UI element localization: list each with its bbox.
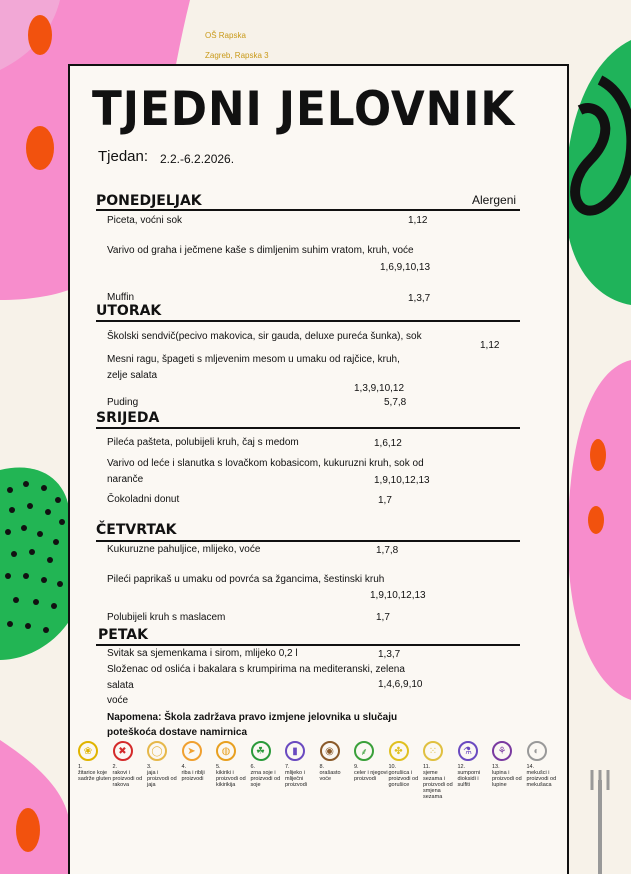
nut-icon: ◉ xyxy=(320,741,340,761)
menu-item: Svitak sa sjemenkama i sirom, mlijeko 0,2 l xyxy=(107,648,298,659)
day-heading-monday: PONEDJELJAK xyxy=(96,193,202,209)
allergen-codes: 1,7 xyxy=(378,495,392,506)
menu-item: Muffin xyxy=(107,292,135,303)
allergen-number: 13. xyxy=(492,764,500,770)
allergen-legend-item xyxy=(216,741,250,788)
day-heading-tuesday: UTORAK xyxy=(96,303,162,319)
allergen-number: 6. xyxy=(250,764,256,770)
allergen-legend-label xyxy=(389,764,423,788)
divider xyxy=(96,209,520,211)
allergen-legend-label xyxy=(113,764,147,788)
menu-item: Složenac od oslića i bakalara s krumpirima na mediteranski, zelena salata xyxy=(107,664,405,691)
allergen-legend-item xyxy=(251,741,285,788)
allergen-name: rakovi i proizvodi od rakova xyxy=(112,770,143,788)
sulfite-icon: ⚗ xyxy=(458,741,478,761)
allergen-legend-item xyxy=(78,741,112,782)
menu-item: Pileći paprikaš u umaku od povrća sa žgancima, šestinski kruh xyxy=(107,574,385,585)
allergen-legend-label xyxy=(147,764,181,788)
menu-change-note: Napomena: Škola zadržava pravo izmjene jelovnika u slučaju poteškoća dostave namirnica xyxy=(107,712,398,738)
allergen-name: mekušci i proizvodi od mekušaca xyxy=(526,770,557,788)
allergen-name: jaja i proizvodi od jaja xyxy=(147,770,177,788)
wheat-icon: ❀ xyxy=(78,741,98,761)
menu-item: Polubijeli kruh s maslacem xyxy=(107,612,226,623)
allergen-legend-label xyxy=(423,764,457,800)
week-label: Tjedan: xyxy=(98,148,149,165)
allergens-heading: Alergeni xyxy=(472,193,517,207)
allergen-name: riba i riblji proizvodi xyxy=(181,770,205,782)
allergen-codes: 1,7 xyxy=(376,612,390,623)
allergen-name: žitarice koje sadrže gluten xyxy=(78,770,112,782)
allergen-codes: 1,6,9,10,13 xyxy=(380,262,431,273)
day-heading-thursday: ČETVRTAK xyxy=(96,522,177,538)
allergen-number: 3. xyxy=(147,764,152,770)
allergen-legend-label xyxy=(251,764,285,788)
allergen-legend-item xyxy=(389,741,423,788)
allergen-codes: 1,3,7 xyxy=(378,649,401,660)
allergen-name: mlijeko i mliječni proizvodi xyxy=(285,770,308,788)
allergen-name: orašasto voće xyxy=(319,770,341,782)
divider xyxy=(96,427,520,429)
allergen-codes: 1,12 xyxy=(480,340,500,351)
allergen-codes: 1,9,10,12,13 xyxy=(374,475,430,486)
allergen-codes: 1,3,9,10,12 xyxy=(354,383,405,394)
allergen-number: 1. xyxy=(78,764,83,770)
sesame-icon: ⁙ xyxy=(423,741,443,761)
school-name: OŠ Rapska xyxy=(205,31,246,40)
milk-icon: ▮ xyxy=(285,741,305,761)
school-address: Zagreb, Rapska 3 xyxy=(205,51,269,60)
allergen-name: zrna soje i proizvodi od soje xyxy=(250,770,281,788)
allergen-number: 8. xyxy=(319,764,325,770)
divider xyxy=(96,320,520,322)
lupin-icon: ⚘ xyxy=(492,741,512,761)
fish-icon: ➤ xyxy=(182,741,202,761)
page-title: TJEDNI JELOVNIK xyxy=(92,82,516,137)
menu-item: Mesni ragu, špageti s mljevenim mesom u umaku od rajčice, kruh, zelje salata xyxy=(107,354,400,381)
menu-item: voće xyxy=(107,695,129,706)
mollusc-icon: ◐ xyxy=(527,741,547,761)
menu-card xyxy=(68,64,569,874)
allergen-codes: 1,4,6,9,10 xyxy=(378,679,423,690)
allergen-number: 5. xyxy=(216,764,221,770)
allergen-legend-item xyxy=(182,741,216,782)
day-heading-wednesday: SRIJEDA xyxy=(96,410,160,426)
allergen-codes: 5,7,8 xyxy=(384,397,407,408)
allergen-codes: 1,7,8 xyxy=(376,545,399,556)
allergen-number: 9. xyxy=(354,764,359,770)
allergen-legend-label xyxy=(285,764,319,788)
soy-icon: ☘ xyxy=(251,741,271,761)
menu-item: Puding xyxy=(107,397,139,408)
allergen-codes: 1,12 xyxy=(408,215,428,226)
allergen-legend-label xyxy=(182,764,216,782)
week-value: 2.2.-6.2.2026. xyxy=(160,152,235,166)
menu-item: Školski sendvič(pecivo makovica, sir gauda, deluxe pureća šunka), sok xyxy=(107,331,422,342)
allergen-codes: 1,6,12 xyxy=(374,438,402,449)
allergen-name: celer i njegovi proizvodi xyxy=(354,770,388,782)
allergen-legend-label xyxy=(216,764,250,788)
allergen-legend-item xyxy=(527,741,561,788)
allergen-name: sumporni dioksidi i sulfiti xyxy=(457,770,481,788)
allergen-number: 2. xyxy=(112,764,118,770)
allergen-legend-item xyxy=(423,741,457,800)
allergen-codes: 1,9,10,12,13 xyxy=(370,590,426,601)
allergen-legend-label xyxy=(458,764,492,788)
menu-item: Čokoladni donut xyxy=(107,494,180,505)
allergen-name: lupina i proizvodi od lupine xyxy=(492,770,522,788)
allergen-name: sjeme sezama i proizvodi od smjena sezama xyxy=(423,770,453,800)
allergen-number: 12. xyxy=(457,764,466,770)
allergen-number: 7. xyxy=(285,764,290,770)
allergen-legend-item xyxy=(285,741,319,788)
allergen-number: 10. xyxy=(388,764,397,770)
menu-item: Varivo od graha i ječmene kaše s dimljenim suhim vratom, kruh, voće xyxy=(107,245,414,256)
allergen-number: 14. xyxy=(526,764,535,770)
menu-item: Varivo od leće i slanutka s lovačkom kobasicom, kukuruzni kruh, sok od naranče xyxy=(107,458,424,485)
allergen-legend-item xyxy=(320,741,354,782)
day-heading-friday: PETAK xyxy=(98,627,148,643)
allergen-name: kikiriki i proizvodi od kikirikija xyxy=(216,770,246,788)
allergen-number: 4. xyxy=(181,764,187,770)
peanut-icon: ◍ xyxy=(216,741,236,761)
egg-icon: ◯ xyxy=(147,741,167,761)
menu-item: Pileća pašteta, polubijeli kruh, čaj s medom xyxy=(107,437,299,448)
allergen-legend-label xyxy=(354,764,388,782)
allergen-legend-label xyxy=(527,764,561,788)
allergen-legend-item xyxy=(458,741,492,788)
allergen-legend-label xyxy=(78,764,112,782)
menu-item: Piceta, voćni sok xyxy=(107,215,183,226)
allergen-legend-item xyxy=(113,741,147,788)
allergen-legend-item xyxy=(147,741,181,788)
menu-item: Kukuruzne pahuljice, mlijeko, voće xyxy=(107,544,261,555)
mustard-icon: ✤ xyxy=(389,741,409,761)
allergen-legend-label xyxy=(320,764,354,782)
crab-icon: ✖ xyxy=(113,741,133,761)
celery-icon: ⸙ xyxy=(354,741,374,761)
allergen-legend-item xyxy=(354,741,388,782)
allergen-name: gorušica i proizvodi od gorušice xyxy=(388,770,419,788)
allergen-number: 11. xyxy=(423,764,431,770)
allergen-legend-item xyxy=(492,741,526,788)
allergen-legend-label xyxy=(492,764,526,788)
allergen-codes: 1,3,7 xyxy=(408,293,431,304)
